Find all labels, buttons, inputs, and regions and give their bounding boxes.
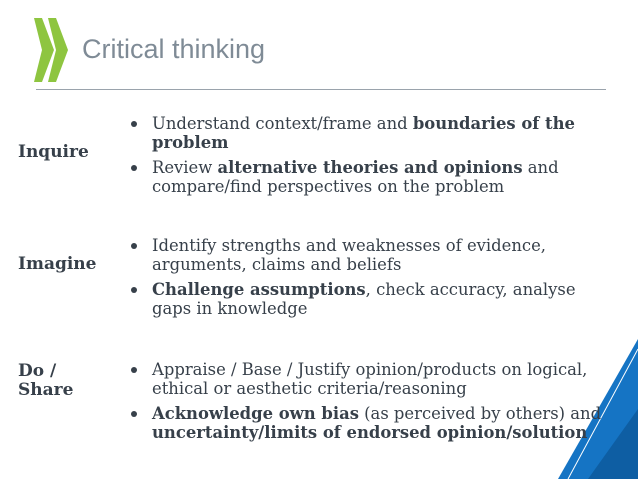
bullet-item (130, 404, 608, 442)
bullet-text: , check accuracy, analyse gaps in knowledge (152, 280, 576, 318)
section-label-line: Share (18, 380, 74, 400)
bullet-text-bold: Challenge assumptions (152, 280, 366, 299)
slide-title: Critical thinking (82, 34, 266, 64)
bullet-item (130, 158, 608, 196)
bullet-item (130, 280, 608, 318)
bullet-item (130, 360, 608, 398)
bullet-text: Appraise / Base / Justify opinion/products on logical, ethical or aesthetic criteria/reasoning (152, 360, 588, 398)
bullet-text-bold: boundaries of the problem (152, 114, 575, 152)
section-label-imagine (18, 255, 96, 274)
section-label-line: Inquire (18, 142, 89, 162)
bullet-list-inquire (130, 114, 608, 202)
bullet-text: and compare/find perspectives on the problem (152, 158, 559, 196)
section-label-line: Do / (18, 361, 57, 381)
bullet-list-imagine (130, 236, 608, 324)
bullet-item (130, 236, 608, 274)
section-label-line: Imagine (18, 254, 97, 274)
oecd-logo-icon (32, 14, 76, 86)
bullet-text: Review (152, 158, 218, 177)
bullet-text-bold: alternative theories and opinions (217, 158, 523, 177)
bullet-list-do-share (130, 360, 608, 448)
title-divider (36, 89, 606, 90)
bullet-text-bold: uncertainty/limits of endorsed opinion/solution (152, 423, 588, 442)
bullet-item (130, 114, 608, 152)
bullet-text: Understand context/frame and (152, 114, 413, 133)
bullet-text: (as perceived by others) and (358, 404, 602, 423)
bullet-text: Identify strengths and weaknesses of evidence, arguments, claims and beliefs (152, 236, 546, 274)
section-label-inquire (18, 143, 89, 162)
bullet-text-bold: Acknowledge own bias (152, 404, 359, 423)
section-label-do-share (18, 362, 73, 400)
